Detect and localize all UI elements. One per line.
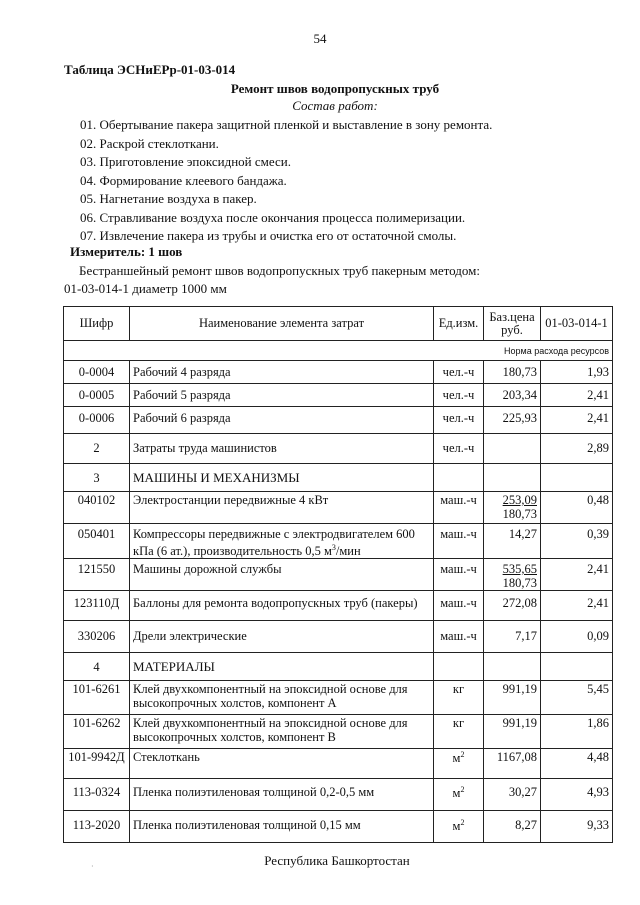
empty-cell (484, 464, 541, 492)
header-price (484, 307, 541, 341)
cell-name: Пленка полиэтиленовая толщиной 0,2-0,5 мм (130, 779, 434, 811)
code-line: 01-03-014-1 диаметр 1000 мм (64, 281, 227, 296)
cell-code: 121550 (64, 559, 130, 591)
cell-unit (434, 749, 484, 779)
measure-unit: Измеритель: 1 шов (70, 244, 183, 259)
cell-price (484, 434, 541, 464)
table-row (64, 749, 613, 779)
cell-norm: 0,48 (541, 492, 613, 524)
cell-name: Электростанции передвижные 4 кВт (130, 492, 434, 524)
cell-name: Машины дорожной службы (130, 559, 434, 591)
cell-norm: 2,89 (541, 434, 613, 464)
cell-norm: 9,33 (541, 811, 613, 843)
price-value: 253,09 (502, 493, 537, 507)
work-item: 07. Извлечение пакера из трубы и очистка его от остаточной смолы. (80, 228, 457, 243)
section-row-materials (64, 653, 613, 681)
table-row (64, 407, 613, 434)
name-line: Клей двухкомпонентный на эпоксидной основе для (133, 682, 408, 697)
table-row (64, 524, 613, 559)
cell-norm: 1,93 (541, 361, 613, 384)
name-line: высокопрочных холстов, компонент В (133, 730, 336, 745)
cell-norm: 0,09 (541, 621, 613, 653)
cell-name: Пленка полиэтиленовая толщиной 0,15 мм (130, 811, 434, 843)
cell-unit: чел.-ч (434, 384, 484, 407)
name-line: Клей двухкомпонентный на эпоксидной основе для (133, 716, 408, 731)
cell-unit: маш.-ч (434, 524, 484, 559)
table-row (64, 621, 613, 653)
cell-price: 7,17 (484, 621, 541, 653)
price-value-secondary: 180,73 (502, 576, 537, 591)
machinists-row (64, 434, 613, 464)
cell-price (484, 559, 541, 591)
cell-code: 113-0324 (64, 779, 130, 811)
empty-cell (484, 653, 541, 681)
cell-norm: 4,93 (541, 779, 613, 811)
superscript: 2 (460, 818, 465, 828)
norm-label-row (64, 341, 613, 361)
work-item: 01. Обертывание пакера защитной пленкой и выставление в зону ремонта. (80, 117, 493, 132)
name-line: кПа (6 ат.), производительность 0,5 м (133, 544, 332, 559)
works-list (80, 116, 492, 246)
cell-norm: 5,45 (541, 681, 613, 715)
price-value-secondary: 180,73 (502, 507, 537, 521)
page-footer: Республика Башкортостан (264, 853, 410, 868)
name-line: /мин (335, 544, 361, 559)
section-row-machines (64, 464, 613, 492)
cell-name: Рабочий 6 разряда (130, 407, 434, 434)
section-title: МАШИНЫ И МЕХАНИЗМЫ (130, 464, 434, 492)
table-row (64, 715, 613, 749)
cell-code: 0-0006 (64, 407, 130, 434)
table-id: Таблица ЭСНиЕРр-01-03-014 (64, 62, 236, 77)
cell-unit: чел.-ч (434, 407, 484, 434)
cell-code: 040102 (64, 492, 130, 524)
cell-unit (434, 779, 484, 811)
header-name: Наименование элемента затрат (130, 307, 434, 341)
header-price-line1: Баз.цена (489, 309, 535, 324)
cell-norm: 2,41 (541, 591, 613, 621)
cell-name: Затраты труда машинистов (130, 434, 434, 464)
work-item: 04. Формирование клеевого бандажа. (80, 172, 287, 188)
cell-name: Рабочий 4 разряда (130, 361, 434, 384)
work-item: 03. Приготовление эпоксидной смеси. (80, 154, 291, 169)
name-line: Компрессоры передвижные с электродвигателем 600 (133, 527, 415, 541)
section-title: МАТЕРИАЛЫ (130, 653, 434, 681)
cell-code: 123110Д (64, 591, 130, 621)
cell-code: 0-0004 (64, 361, 130, 384)
unit-text: м (452, 751, 461, 766)
work-item: 02. Раскрой стеклоткани. (80, 135, 219, 151)
cell-norm: 2,41 (541, 407, 613, 434)
cell-code: 0-0005 (64, 384, 130, 407)
superscript: 2 (460, 750, 465, 760)
cell-price (484, 492, 541, 524)
empty-cell (541, 464, 613, 492)
cell-code: 101-9942Д (64, 749, 130, 779)
unit-text: м (452, 786, 461, 801)
cell-name: Баллоны для ремонта водопропускных труб (пакеры) (130, 591, 434, 621)
table-row (64, 591, 613, 621)
superscript: 2 (460, 785, 465, 795)
cell-code: 330206 (64, 621, 130, 653)
header-price-line2: руб. (501, 322, 523, 337)
cell-unit: чел.-ч (434, 434, 484, 464)
table-row (64, 361, 613, 384)
cell-unit: кг (434, 681, 484, 715)
cell-price: 8,27 (484, 811, 541, 843)
cell-unit: маш.-ч (434, 591, 484, 621)
cell-code: 101-6261 (64, 681, 130, 715)
norm-label: Норма расхода ресурсов (64, 341, 613, 361)
cell-unit (434, 811, 484, 843)
method-description: Бестраншейный ремонт швов водопропускных труб пакерным методом: (79, 263, 480, 278)
work-item: 06. Стравливание воздуха после окончания процесса полимеризации. (80, 209, 466, 225)
cell-price: 14,27 (484, 524, 541, 559)
cell-price: 272,08 (484, 591, 541, 621)
header-code: Шифр (64, 307, 130, 341)
cell-norm: 2,41 (541, 384, 613, 407)
cell-unit: маш.-ч (434, 492, 484, 524)
cell-code: 2 (64, 434, 130, 464)
cell-code: 113-2020 (64, 811, 130, 843)
empty-cell (541, 653, 613, 681)
cell-name: Рабочий 5 разряда (130, 384, 434, 407)
table-row (64, 681, 613, 715)
table-row (64, 492, 613, 524)
cell-price: 991,19 (484, 681, 541, 715)
empty-cell (434, 464, 484, 492)
cell-price: 203,34 (484, 384, 541, 407)
table-row (64, 384, 613, 407)
cell-unit: кг (434, 715, 484, 749)
cell-unit: маш.-ч (434, 621, 484, 653)
table-row (64, 559, 613, 591)
cell-code: 101-6262 (64, 715, 130, 749)
header-unit: Ед.изм. (434, 307, 484, 341)
cell-unit: чел.-ч (434, 361, 484, 384)
header-norm: 01-03-014-1 (541, 307, 613, 341)
cell-name: Стеклоткань (130, 749, 434, 779)
cell-name (130, 681, 434, 715)
cell-name (130, 715, 434, 749)
cell-price: 1167,08 (484, 749, 541, 779)
cell-unit: маш.-ч (434, 559, 484, 591)
cell-code: 050401 (64, 524, 130, 559)
cell-name (130, 524, 434, 559)
cell-norm: 0,39 (541, 524, 613, 559)
superscript: 3 (331, 543, 336, 552)
cell-price: 180,73 (484, 361, 541, 384)
works-heading: Состав работ: (292, 98, 378, 113)
section-code: 3 (64, 464, 130, 492)
table-row (64, 811, 613, 843)
cell-norm: 2,41 (541, 559, 613, 591)
cell-price: 30,27 (484, 779, 541, 811)
cell-norm: 1,86 (541, 715, 613, 749)
price-value: 535,65 (502, 562, 537, 577)
scan-artifact: · (91, 862, 94, 871)
name-line: высокопрочных холстов, компонент А (133, 696, 337, 711)
cell-norm: 4,48 (541, 749, 613, 779)
norm-table (63, 306, 613, 843)
cell-name: Дрели электрические (130, 621, 434, 653)
section-code: 4 (64, 653, 130, 681)
table-row (64, 779, 613, 811)
empty-cell (434, 653, 484, 681)
page-title: Ремонт швов водопропускных труб (230, 81, 440, 96)
table-header-row (64, 307, 613, 341)
page-number: 54 (313, 31, 327, 46)
cell-price: 991,19 (484, 715, 541, 749)
unit-text: м (452, 819, 461, 834)
work-item: 05. Нагнетание воздуха в пакер. (80, 191, 257, 206)
cell-price: 225,93 (484, 407, 541, 434)
